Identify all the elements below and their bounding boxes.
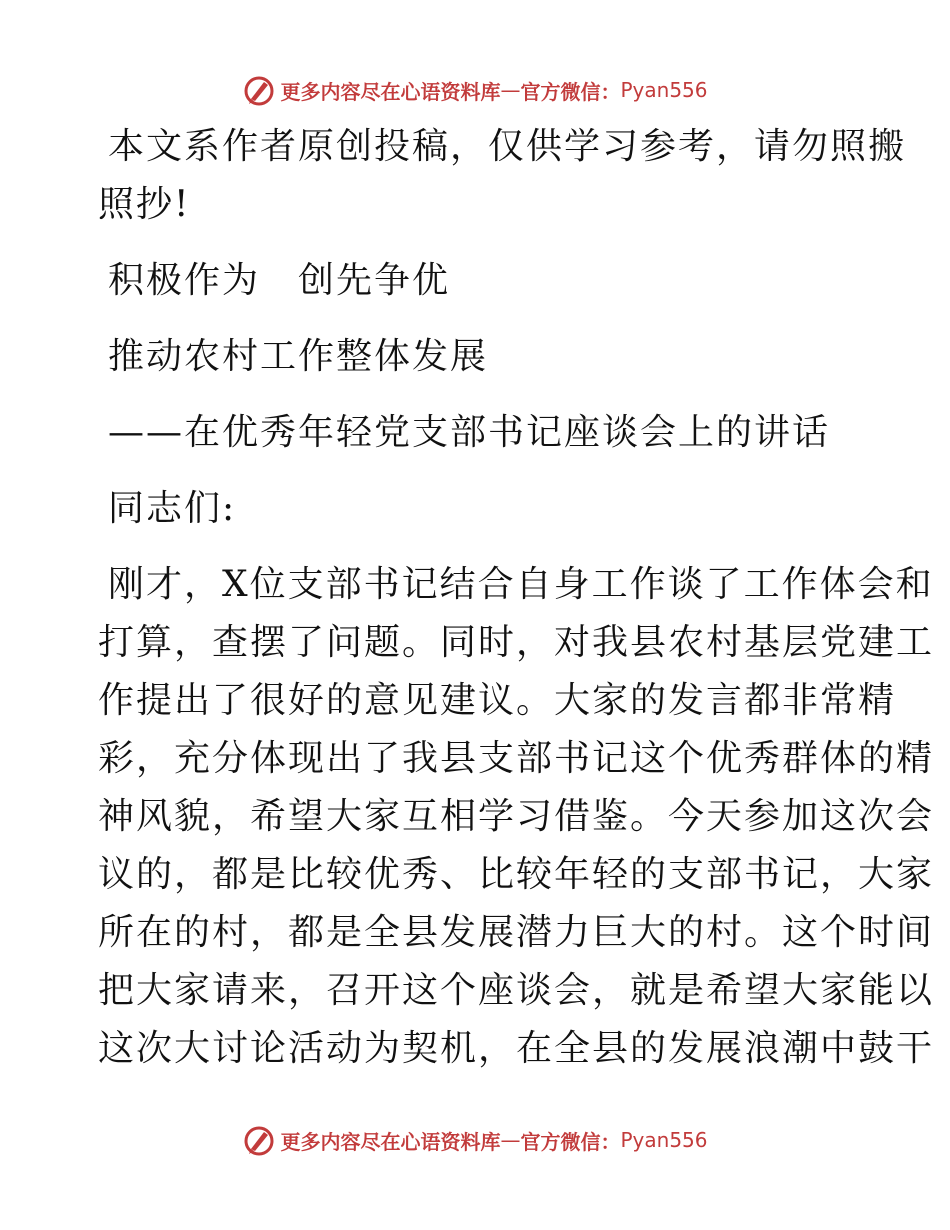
document-body bbox=[98, 118, 935, 1078]
title-line-2: 推动农村工作整体发展 bbox=[108, 336, 489, 377]
notice-line-1: 本文系作者原创投稿，仅供学习参考，请勿照搬 bbox=[108, 126, 907, 167]
paragraph-line: 这次大讨论活动为契机，在全县的发展浪潮中鼓干 bbox=[98, 1028, 935, 1069]
pen-logo-icon bbox=[242, 73, 276, 107]
salutation: 同志们: bbox=[108, 488, 237, 529]
watermark-brand-text: 更多内容尽在心语资料库 bbox=[280, 1129, 501, 1154]
paragraph-line: 打算，查摆了问题。同时，对我县农村基层党建工 bbox=[98, 622, 935, 663]
watermark-footer bbox=[0, 1120, 950, 1160]
paragraph-line: 神风貌，希望大家互相学习借鉴。今天参加这次会 bbox=[98, 796, 935, 837]
watermark-dash: — bbox=[500, 78, 521, 102]
watermark-wechat-id: Pyan556 bbox=[620, 1128, 708, 1152]
pen-logo-icon bbox=[242, 1123, 276, 1157]
paragraph-line: 作提出了很好的意见建议。大家的发言都非常精 bbox=[98, 680, 897, 721]
paragraph-line: 刚才，X位支部书记结合自身工作谈了工作体会和 bbox=[108, 564, 934, 605]
paragraph-line: 议的，都是比较优秀、比较年轻的支部书记，大家 bbox=[98, 854, 935, 895]
watermark-brand-text: 更多内容尽在心语资料库 bbox=[280, 79, 501, 104]
watermark-contact-text: 官方微信： bbox=[520, 79, 621, 104]
watermark-contact-text: 官方微信： bbox=[520, 1129, 621, 1154]
paragraph-line: 把大家请来，召开这个座谈会，就是希望大家能以 bbox=[98, 970, 935, 1011]
notice-line-2: 照抄! bbox=[98, 184, 191, 225]
watermark-wechat-id: Pyan556 bbox=[620, 78, 708, 102]
subtitle: ——在优秀年轻党支部书记座谈会上的讲话 bbox=[108, 412, 831, 453]
paragraph-line: 所在的村，都是全县发展潜力巨大的村。这个时间 bbox=[98, 912, 935, 953]
watermark-header bbox=[0, 70, 950, 110]
paragraph-line: 彩，充分体现出了我县支部书记这个优秀群体的精 bbox=[98, 738, 935, 779]
watermark-dash: — bbox=[500, 1128, 521, 1152]
title-line-1: 积极作为 创先争优 bbox=[108, 260, 451, 301]
